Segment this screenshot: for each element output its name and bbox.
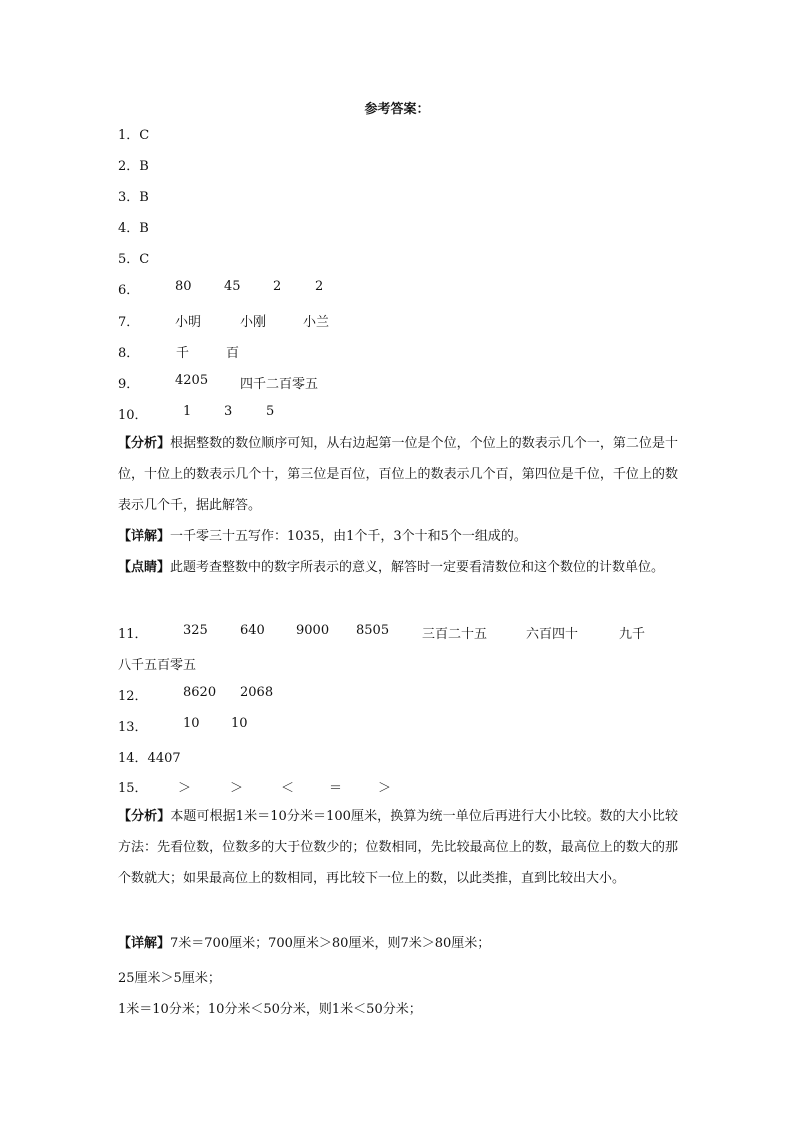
answer-15-blank: ＞: [378, 781, 392, 796]
answer-8-number: 8．: [118, 346, 140, 361]
analysis-tag: 【分析】: [118, 809, 171, 824]
answer-10-blank: 5: [266, 404, 275, 419]
detail-15-line: 1米＝10分米；10分米＜50分米，则1米＜50分米；: [118, 1002, 422, 1017]
analysis-tag: 【分析】: [118, 436, 171, 451]
answer-9-blank: 4205: [175, 373, 209, 388]
answer-6-blank: 45: [224, 279, 241, 294]
answer-13-blank: 10: [183, 716, 200, 731]
detail-10: [118, 521, 678, 552]
answer-3: 3．B: [118, 190, 149, 205]
answer-11-blank: 640: [240, 623, 265, 638]
detail-text: 7米＝700厘米；700厘米＞80厘米，则7米＞80厘米；: [170, 936, 491, 951]
page-title: 参考答案：: [364, 102, 430, 117]
answer-6-number: 6．: [118, 283, 140, 298]
answer-11-blank: 8505: [356, 623, 390, 638]
analysis-text: 本题可根据1米＝10分米＝100厘米，换算为统一单位后再进行大小比较。数的大小比较方法：先看位数，位数多的大于位数少的；位数相同，先比较最高位上的数，最高位上的数大的那个数就大；如果最高位上的数相同，再比较下一位上的数，以此类推，直到比较出大小。: [118, 809, 678, 886]
answer-7-blank: 小刚: [240, 315, 267, 330]
answer-10-blank: 1: [183, 404, 192, 419]
answer-15-blank: ＞: [178, 781, 192, 796]
comment-10: [118, 552, 678, 583]
answer-11-blank: 六百四十: [526, 627, 579, 642]
answer-5: 5．C: [118, 252, 150, 267]
answer-7-blank: 小明: [175, 315, 202, 330]
answer-7-number: 7．: [118, 315, 140, 330]
answer-15-number: 15．: [118, 781, 148, 796]
answer-10-blank: 3: [224, 404, 233, 419]
comment-tag: 【点睛】: [118, 560, 171, 575]
analysis-10: [118, 428, 678, 521]
answer-10-number: 10．: [118, 408, 148, 423]
answer-6-blank: 80: [175, 279, 192, 294]
analysis-15: [118, 801, 678, 894]
answer-2: 2．B: [118, 159, 149, 174]
analysis-text: 根据整数的数位顺序可知，从右边起第一位是个位，个位上的数表示几个一，第二位是十位，十位上的数表示几个十，第三位是百位，百位上的数表示几个百，第四位是千位，千位上的数表示几个千，据此解答。: [118, 436, 678, 513]
answer-9-blank: 四千二百零五: [240, 377, 319, 392]
detail-15: [118, 928, 678, 959]
answer-12-number: 12．: [118, 689, 148, 704]
detail-tag: 【详解】: [118, 936, 171, 951]
answer-11-blank: 八千五百零五: [118, 658, 197, 673]
answer-11-number: 11．: [118, 627, 148, 642]
answer-4: 4．B: [118, 221, 149, 236]
detail-text: 一千零三十五写作：1035，由1个千，3个十和5个一组成的。: [170, 529, 527, 544]
answer-7-blank: 小兰: [303, 315, 330, 330]
answer-6-blank: 2: [315, 279, 324, 294]
answer-12-blank: 8620: [183, 685, 217, 700]
answer-15-blank: ＜: [281, 781, 295, 796]
answer-15-blank: ＞: [230, 781, 244, 796]
answer-13-blank: 10: [231, 716, 248, 731]
answer-8-blank: 百: [226, 346, 240, 361]
answer-11-blank: 325: [183, 623, 208, 638]
answer-13-number: 13．: [118, 720, 148, 735]
detail-15-line: 25厘米＞5厘米；: [118, 971, 221, 986]
answer-15-blank: ＝: [329, 781, 343, 796]
answer-11-blank: 三百二十五: [422, 627, 488, 642]
answer-11-blank: 九千: [619, 627, 646, 642]
answer-9-number: 9．: [118, 377, 140, 392]
answer-8-blank: 千: [176, 346, 190, 361]
answer-6-blank: 2: [273, 279, 282, 294]
detail-tag: 【详解】: [118, 529, 171, 544]
answer-12-blank: 2068: [240, 685, 274, 700]
answer-1: 1．C: [118, 128, 150, 143]
answer-11-blank: 9000: [296, 623, 330, 638]
answer-14: 14．4407: [118, 751, 181, 766]
comment-text: 此题考查整数中的数字所表示的意义，解答时一定要看清数位和这个数位的计数单位。: [170, 560, 665, 575]
